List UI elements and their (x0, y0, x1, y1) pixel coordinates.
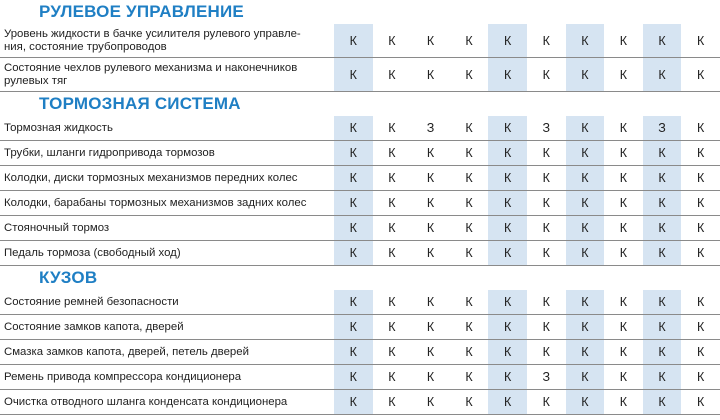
table-cell: К (542, 67, 550, 82)
table-cell: К (426, 171, 435, 185)
table-cell: К (426, 221, 435, 235)
table-cell: К (388, 221, 396, 235)
table-cell: К (334, 58, 373, 91)
table-cell: К (426, 67, 435, 82)
table-cell: К (426, 320, 435, 334)
table-cell: К (488, 191, 527, 215)
table-cell: К (426, 370, 435, 384)
table-row (0, 365, 720, 390)
table-cell: К (388, 146, 396, 160)
table-cell: К (488, 58, 527, 91)
table-row (0, 390, 720, 415)
table-cell: К (566, 141, 605, 165)
table-cell: К (566, 315, 605, 339)
table-cell: К (619, 171, 628, 185)
table-cell: К (465, 67, 473, 82)
table-cell: К (388, 67, 396, 82)
table-cell: К (643, 290, 682, 314)
table-row (0, 216, 720, 241)
table-row (0, 166, 720, 191)
table-cell: К (696, 121, 705, 135)
table-cell: К (334, 166, 373, 190)
row-label: Педаль тормоза (свободный ход) (4, 246, 181, 259)
table-cell: К (334, 24, 373, 57)
table-cell: К (426, 146, 435, 160)
table-cell: К (465, 345, 473, 359)
table-cell: К (488, 216, 527, 240)
row-label: Колодки, диски тормозных механизмов передних колес (4, 171, 298, 184)
table-cell: К (388, 33, 396, 48)
table-cell: К (388, 246, 396, 260)
table-row (0, 191, 720, 216)
table-cell: К (465, 295, 473, 309)
table-cell: К (643, 315, 682, 339)
table-cell: К (334, 365, 373, 389)
table-cell: К (465, 121, 473, 135)
table-cell: К (388, 171, 396, 185)
table-cell: К (696, 320, 705, 334)
table-cell: К (566, 24, 605, 57)
table-cell: К (465, 33, 473, 48)
table-cell: К (566, 290, 605, 314)
table-cell: К (619, 146, 628, 160)
table-row (0, 141, 720, 166)
table-cell: К (696, 246, 705, 260)
table-cell: К (643, 24, 682, 57)
table-cell: К (542, 171, 550, 185)
table-cell: К (643, 241, 682, 265)
table-cell: К (488, 340, 527, 364)
table-cell: К (619, 196, 628, 210)
table-cell: К (619, 370, 628, 384)
table-cell: К (388, 295, 396, 309)
table-cell: К (465, 246, 473, 260)
section-title: КУЗОВ (39, 268, 98, 287)
table-cell: З (542, 370, 551, 384)
table-cell: К (542, 246, 550, 260)
table-cell: К (566, 390, 605, 414)
table-row (0, 58, 720, 92)
table-cell: К (334, 315, 373, 339)
section-title: ТОРМОЗНАЯ СИСТЕМА (39, 94, 241, 113)
table-cell: К (334, 340, 373, 364)
table-cell: К (696, 67, 705, 82)
table-cell: К (465, 196, 473, 210)
table-cell: К (696, 221, 705, 235)
table-cell: К (465, 395, 473, 409)
row-label: Очистка отводного шланга конденсата кондиционера (4, 395, 288, 408)
table-cell: К (566, 191, 605, 215)
table-cell: К (696, 33, 705, 48)
table-cell: К (388, 370, 396, 384)
table-cell: К (619, 221, 628, 235)
table-cell: К (566, 216, 605, 240)
table-cell: З (426, 121, 435, 135)
row-label: Трубки, шланги гидропривода тормозов (4, 146, 215, 159)
row-label: Тормозная жидкость (4, 121, 113, 134)
table-cell: К (696, 395, 705, 409)
table-cell: К (542, 196, 550, 210)
table-cell: К (488, 390, 527, 414)
table-cell: К (542, 33, 550, 48)
table-cell: К (465, 370, 473, 384)
table-cell: К (542, 146, 550, 160)
table-cell: К (334, 290, 373, 314)
row-label: Колодки, барабаны тормозных механизмов задних колес (4, 196, 307, 209)
table-cell: К (426, 33, 435, 48)
table-row (0, 24, 720, 58)
table-cell: К (542, 395, 550, 409)
table-cell: К (643, 365, 682, 389)
table-cell: К (488, 315, 527, 339)
table-cell: К (388, 320, 396, 334)
table-cell: К (334, 116, 373, 140)
table-cell: К (696, 196, 705, 210)
row-label: Состояние ремней безопасности (4, 295, 179, 308)
table-cell: К (696, 171, 705, 185)
table-cell: К (465, 171, 473, 185)
table-cell: К (696, 146, 705, 160)
table-cell: К (465, 146, 473, 160)
table-cell: К (643, 340, 682, 364)
table-cell: К (643, 58, 682, 91)
table-cell: К (334, 141, 373, 165)
table-row (0, 340, 720, 365)
table-cell: К (566, 166, 605, 190)
table-cell: К (542, 221, 550, 235)
table-cell: К (619, 67, 628, 82)
table-cell: К (488, 365, 527, 389)
table-cell: К (426, 295, 435, 309)
table-cell: К (488, 290, 527, 314)
table-cell: К (566, 116, 605, 140)
table-cell: К (643, 166, 682, 190)
table-cell: К (619, 295, 628, 309)
table-cell: К (619, 395, 628, 409)
row-label: Состояние чехлов рулевого механизма и наконечников рулевых тяг (4, 62, 298, 87)
row-label: Стояночный тормоз (4, 221, 110, 234)
table-cell: К (488, 241, 527, 265)
table-cell: З (643, 116, 682, 140)
table-cell: К (426, 196, 435, 210)
table-cell: К (334, 216, 373, 240)
table-cell: К (542, 345, 550, 359)
table-cell: К (696, 370, 705, 384)
table-cell: К (566, 58, 605, 91)
table-cell: К (388, 196, 396, 210)
table-cell: К (619, 345, 628, 359)
table-cell: К (488, 24, 527, 57)
table-cell: К (388, 395, 396, 409)
table-cell: К (488, 141, 527, 165)
table-cell: К (388, 345, 396, 359)
table-row (0, 116, 720, 141)
table-cell: К (465, 221, 473, 235)
table-cell: К (696, 345, 705, 359)
section-title: РУЛЕВОЕ УПРАВЛЕНИЕ (39, 2, 244, 21)
table-cell: К (643, 216, 682, 240)
table-cell: К (566, 241, 605, 265)
table-cell: К (643, 191, 682, 215)
table-cell: К (619, 246, 628, 260)
table-cell: К (334, 241, 373, 265)
row-label: Состояние замков капота, дверей (4, 320, 184, 333)
table-cell: К (566, 365, 605, 389)
table-cell: К (542, 320, 550, 334)
table-cell: К (465, 320, 473, 334)
row-label: Ремень привода компрессора кондиционера (4, 370, 242, 383)
table-row (0, 241, 720, 266)
table-cell: К (426, 395, 435, 409)
table-cell: З (542, 121, 551, 135)
table-cell: К (426, 345, 435, 359)
table-cell: К (334, 191, 373, 215)
row-label: Смазка замков капота, дверей, петель дверей (4, 345, 249, 358)
table-cell: К (426, 246, 435, 260)
table-cell: К (619, 33, 628, 48)
table-cell: К (619, 320, 628, 334)
table-cell: К (388, 121, 396, 135)
table-cell: К (696, 295, 705, 309)
table-cell: К (566, 340, 605, 364)
table-cell: К (542, 295, 550, 309)
table-cell: К (643, 390, 682, 414)
table-cell: К (643, 141, 682, 165)
table-cell: К (334, 390, 373, 414)
table-cell: К (488, 116, 527, 140)
table-row (0, 315, 720, 340)
table-row (0, 290, 720, 315)
table-cell: К (619, 121, 628, 135)
row-label: Уровень жидкости в бачке усилителя рулевого управле- ния, состояние трубопроводов (4, 28, 301, 53)
table-cell: К (488, 166, 527, 190)
